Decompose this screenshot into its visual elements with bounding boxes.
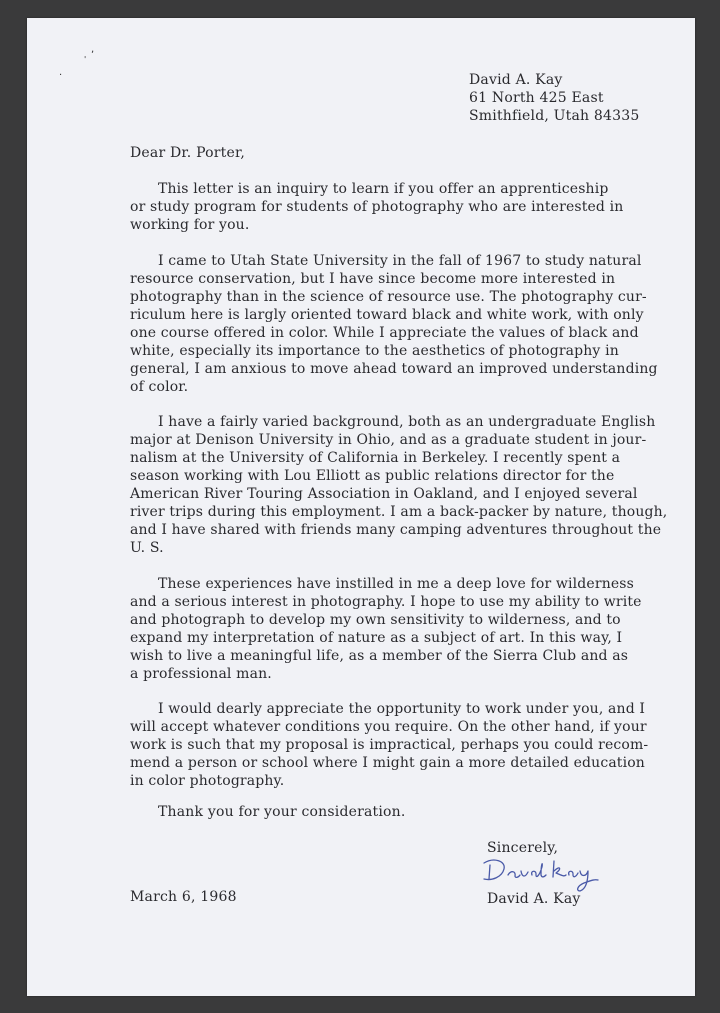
text-line: will accept whatever conditions you require. On the other hand, if your	[130, 719, 647, 735]
text-line: I came to Utah State University in the fall of 1967 to study natural	[158, 253, 642, 269]
thanks-line: Thank you for your consideration.	[158, 804, 406, 820]
text-line: or study program for students of photography who are interested in	[130, 199, 624, 215]
text-line: I would dearly appreciate the opportunity to work under you, and I	[158, 701, 646, 717]
paragraph-5	[130, 700, 648, 790]
text-line: mend a person or school where I might gain a more detailed education	[130, 755, 645, 771]
stray-mark: .	[59, 67, 63, 78]
sender-street: 61 North 425 East	[469, 90, 604, 106]
stray-mark: '	[84, 55, 87, 64]
salutation: Dear Dr. Porter,	[130, 145, 245, 161]
text-line: riculum here is largly oriented toward black and white work, with only	[130, 307, 644, 323]
paragraph-3	[130, 413, 667, 557]
text-line: one course offered in color. While I appreciate the values of black and	[130, 325, 639, 341]
signed-name: David A. Kay	[487, 891, 581, 907]
text-line: I have a fairly varied background, both as an undergraduate English	[158, 414, 656, 430]
text-line: nalism at the University of California in Berkeley. I recently spent a	[130, 450, 621, 466]
text-line: and photograph to develop my own sensitivity to wilderness, and to	[130, 612, 621, 628]
text-line: American River Touring Association in Oakland, and I enjoyed several	[130, 486, 638, 502]
text-line: a professional man.	[130, 666, 272, 682]
text-line: and a serious interest in photography. I hope to use my ability to write	[130, 594, 642, 610]
text-line: general, I am anxious to move ahead toward an improved understanding	[130, 361, 658, 377]
stray-mark: ,	[91, 44, 95, 55]
text-line: resource conservation, but I have since become more interested in	[130, 271, 616, 287]
text-line: river trips during this employment. I am a back-packer by nature, though,	[130, 504, 668, 520]
text-line: white, especially its importance to the aesthetics of photography in	[130, 343, 619, 359]
text-line: These experiences have instilled in me a deep love for wilderness	[158, 576, 634, 592]
paragraph-1	[130, 180, 623, 234]
text-line: of color.	[130, 379, 189, 395]
text-line: work is such that my proposal is impractical, perhaps you could recom-	[130, 737, 649, 753]
text-line: in color photography.	[130, 773, 285, 789]
text-line: season working with Lou Elliott as public relations director for the	[130, 468, 615, 484]
closing: Sincerely,	[487, 840, 559, 856]
text-line: photography than in the science of resource use. The photography cur-	[130, 289, 647, 305]
text-line: major at Denison University in Ohio, and as a graduate student in jour-	[130, 432, 647, 448]
handwritten-signature	[480, 853, 606, 893]
sender-city: Smithfield, Utah 84335	[469, 108, 640, 124]
text-line: This letter is an inquiry to learn if you offer an apprenticeship	[158, 181, 609, 197]
letter-date: March 6, 1968	[130, 889, 237, 905]
text-line: expand my interpretation of nature as a subject of art. In this way, I	[130, 630, 623, 646]
sender-name: David A. Kay	[469, 72, 563, 88]
text-line: working for you.	[130, 217, 250, 233]
paragraph-4	[130, 575, 642, 683]
text-line: U. S.	[130, 540, 164, 556]
paragraph-2	[130, 252, 658, 396]
text-line: and I have shared with friends many camping adventures throughout the	[130, 522, 662, 538]
text-line: wish to live a meaningful life, as a member of the Sierra Club and as	[130, 648, 629, 664]
